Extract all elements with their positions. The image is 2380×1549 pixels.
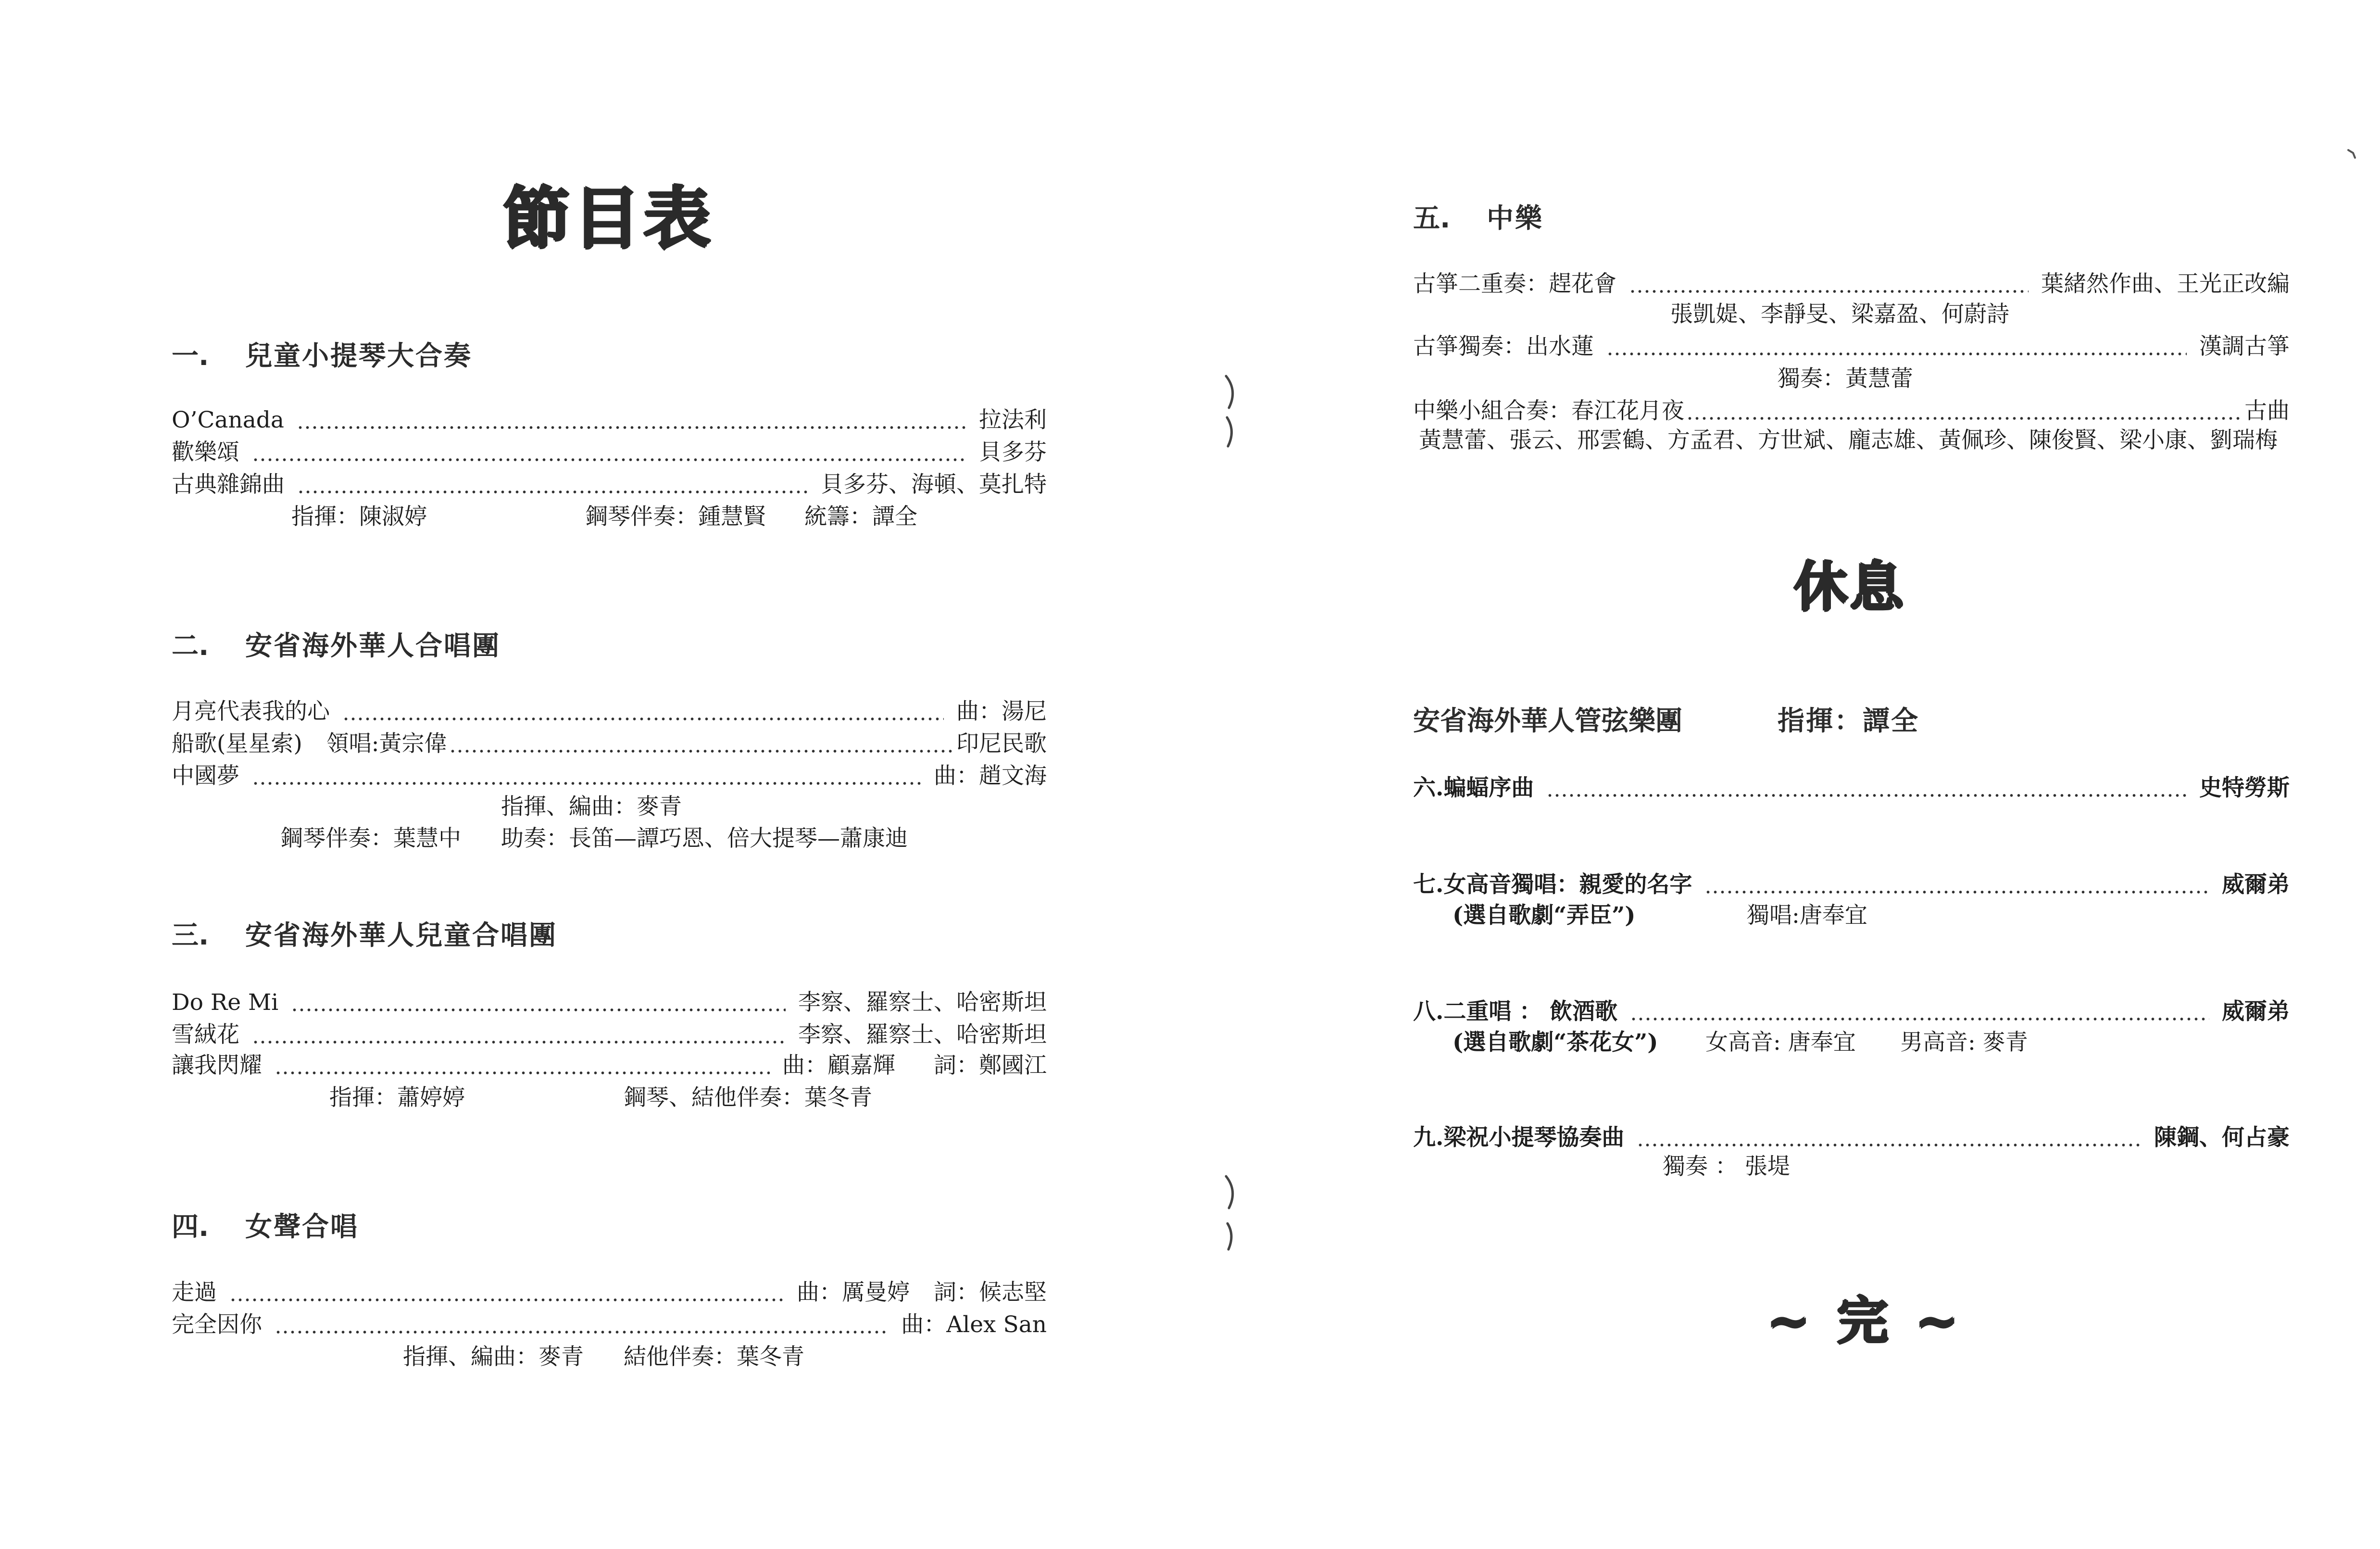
binding-mark: [1226, 376, 1233, 408]
performer-credit: 鋼琴伴奏：鍾慧賢: [585, 504, 766, 530]
end-mark: ~ 完 ~: [1767, 1291, 1963, 1350]
item-lyricist: 詞：鄭國江: [934, 1052, 1047, 1079]
section-title: 女聲合唱: [245, 1211, 359, 1243]
orchestra-conductor: 指揮：譚全: [1778, 705, 1919, 737]
item-title: 歡樂頌: [172, 439, 239, 466]
opera-source: (選自歌劇“弄臣”): [1453, 902, 1636, 929]
program-title: 節目表: [502, 180, 714, 258]
item-lyricist: 詞：候志堅: [934, 1279, 1047, 1306]
performer-credit: 鋼琴、結他伴奏：葉冬青: [624, 1084, 872, 1111]
item-credit: 威爾弟: [2222, 998, 2290, 1025]
performer-credit: 指揮、編曲：麥青: [403, 1344, 584, 1370]
item-title: 讓我閃耀: [172, 1052, 262, 1079]
item-title: Do Re Mi: [172, 989, 279, 1016]
item-credit: 李察、羅察士、哈密斯坦: [798, 989, 1047, 1016]
item-credit: 曲：厲曼婷: [797, 1279, 910, 1306]
item-title: 中國夢: [172, 763, 239, 789]
binding-mark: [1226, 1176, 1233, 1208]
item-credit: 曲：Alex San: [901, 1311, 1047, 1338]
item-credit: 陳鋼、何占豪: [2154, 1124, 2290, 1151]
item-title: 雪絨花: [172, 1021, 239, 1048]
section-title: 安省海外華人合唱團: [245, 630, 501, 662]
item-credit: 葉緒然作曲、王光正改編: [2041, 271, 2290, 297]
item-credit: 印尼民歌: [956, 730, 1047, 757]
performer-credit: 張凱媞、李靜旻、梁嘉盈、何蔚詩: [1670, 301, 2009, 327]
performer-credit: 男高音: 麥青: [1900, 1029, 2028, 1056]
section-number: 五.: [1413, 203, 1451, 234]
item-title: 七.女高音獨唱：親愛的名字: [1413, 871, 1692, 898]
performer-credit: 獨奏 ： 張堤: [1663, 1153, 1790, 1180]
item-credit: 曲：趙文海: [934, 763, 1047, 789]
intermission-heading: 休息: [1794, 556, 1905, 618]
item-title: 走過: [172, 1279, 217, 1306]
item-title: 古箏獨奏：出水蓮: [1413, 333, 1594, 360]
item-soloist: 領唱:黃宗偉: [326, 730, 447, 757]
performer-credit: 指揮、編曲：麥青: [501, 793, 682, 820]
section-number: 四.: [172, 1211, 209, 1243]
item-title: 九.梁祝小提琴協奏曲: [1413, 1124, 1625, 1151]
item-credit: 曲：顧嘉輝: [782, 1052, 895, 1079]
item-credit: 威爾弟: [2222, 871, 2290, 898]
performer-credit: 指揮：陳淑婷: [291, 504, 427, 530]
opera-source: (選自歌劇“茶花女”): [1453, 1029, 1658, 1056]
section-title: 安省海外華人兒童合唱團: [245, 920, 557, 951]
item-credit: 拉法利: [979, 407, 1047, 433]
item-credit: 漢調古箏: [2199, 333, 2290, 360]
section-title: 中樂: [1487, 203, 1543, 234]
item-credit: 李察、羅察士、哈密斯坦: [798, 1021, 1047, 1048]
item-title: 古典雜錦曲: [172, 471, 285, 498]
item-credit: 曲：湯尼: [956, 698, 1047, 725]
section-title: 兒童小提琴大合奏: [245, 340, 472, 372]
section-number: 一.: [172, 340, 209, 372]
performer-credit: 黃慧蕾、張云、邢雲鶴、方孟君、方世斌、龐志雄、黃佩珍、陳俊賢、梁小康、劉瑞梅: [1419, 427, 2278, 453]
item-title: 月亮代表我的心: [172, 698, 330, 725]
item-title: 六.蝙蝠序曲: [1413, 775, 1534, 801]
binding-mark: [1227, 417, 1232, 446]
section-number: 二.: [172, 630, 209, 662]
performer-credit: 鋼琴伴奏：葉慧中: [280, 825, 461, 852]
performer-credit: 結他伴奏：葉冬青: [624, 1344, 804, 1370]
binding-mark: [1228, 1223, 1231, 1249]
orchestra-name: 安省海外華人管弦樂團: [1413, 705, 1682, 737]
item-title: 完全因你: [172, 1311, 262, 1338]
item-credit: 史特勞斯: [2199, 775, 2290, 801]
performer-credit: 獨奏：黃慧蕾: [1778, 365, 1913, 392]
item-title: 船歌(星星索): [172, 730, 302, 757]
performer-credit: 獨唱:唐奉宜: [1747, 902, 1867, 929]
performer-credit: 女高音: 唐奉宜: [1705, 1029, 1856, 1056]
scan-speck: [2348, 150, 2355, 158]
item-title: O’Canada: [172, 407, 284, 433]
item-credit: 古曲: [2244, 398, 2290, 424]
item-title: 八.二重唱 ： 飲酒歌: [1413, 998, 1618, 1025]
performer-credit: 統籌：譚全: [804, 504, 917, 530]
performer-credit: 指揮：蕭婷婷: [329, 1084, 465, 1111]
item-credit: 貝多芬: [979, 439, 1047, 466]
performer-credit: 助奏：長笛—譚巧恩、倍大提琴—蕭康迪: [501, 825, 908, 852]
item-credit: 貝多芬、海頓、莫扎特: [821, 471, 1047, 498]
item-title: 中樂小組合奏：春江花月夜: [1413, 398, 1684, 424]
item-title: 古箏二重奏：趕花會: [1413, 271, 1616, 297]
section-number: 三.: [172, 920, 209, 951]
